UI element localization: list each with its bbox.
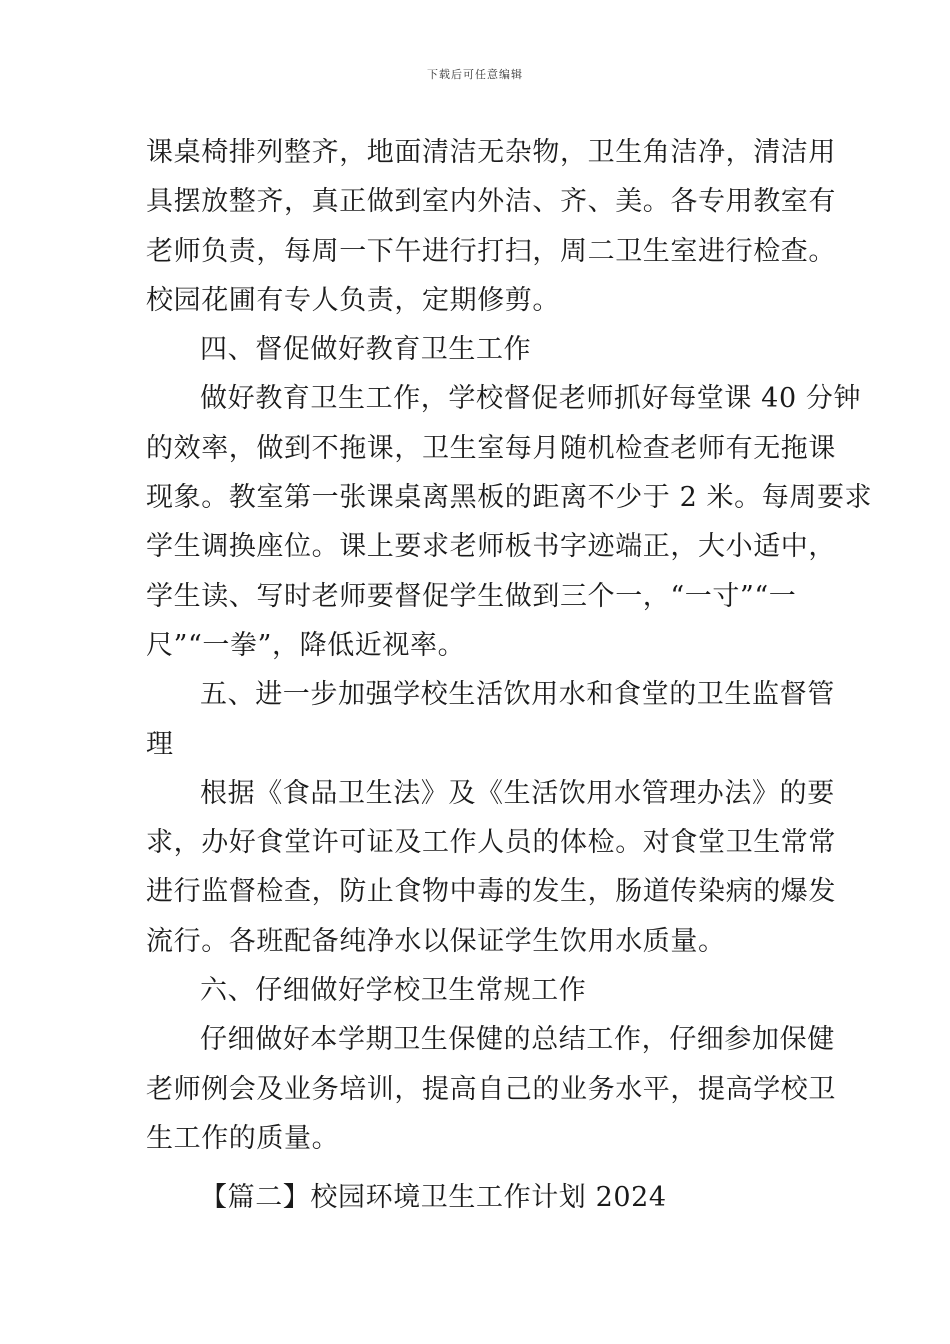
body-line: 仔细做好本学期卫生保健的总结工作，仔细参加保健 xyxy=(200,1024,835,1056)
body-line: 课桌椅排列整齐，地面清洁无杂物，卫生角洁净，清洁用 xyxy=(146,137,836,168)
body-line: 老师负责，每周一下午进行打扫，周二卫生室进行检查。 xyxy=(146,235,836,267)
body-line: 流行。各班配备纯净水以保证学生饮用水质量。 xyxy=(146,925,726,957)
part-title: 【篇二】校园环境卫生工作计划 2024 xyxy=(200,1182,667,1214)
body-line: 具摆放整齐，真正做到室内外洁、齐、美。各专用教室有 xyxy=(146,186,836,218)
body-line: 进行监督检查，防止食物中毒的发生，肠道传染病的爆发 xyxy=(146,876,836,908)
section-heading-continued: 理 xyxy=(146,728,174,760)
body-line: 学生读、写时老师要督促学生做到三个一，“一寸”“一 xyxy=(146,580,797,612)
body-line: 的效率，做到不拖课，卫生室每月随机检查老师有无拖课 xyxy=(146,432,836,464)
page-header: 下载后可任意编辑 xyxy=(427,68,523,81)
body-line: 生工作的质量。 xyxy=(146,1122,340,1154)
body-line: 现象。教室第一张课桌离黑板的距离不少于 2 米。每周要求 xyxy=(146,482,873,514)
section-heading: 五、进一步加强学校生活饮用水和食堂的卫生监督管 xyxy=(200,679,835,711)
section-heading: 六、仔细做好学校卫生常规工作 xyxy=(200,975,587,1007)
body-line: 学生调换座位。课上要求老师板书字迹端正，大小适中， xyxy=(146,531,836,563)
body-line: 老师例会及业务培训，提高自己的业务水平，提高学校卫 xyxy=(146,1073,836,1105)
section-heading: 四、督促做好教育卫生工作 xyxy=(200,334,532,366)
body-line: 尺”“一拳”，降低近视率。 xyxy=(146,629,466,661)
body-line: 求，办好食堂许可证及工作人员的体检。对食堂卫生常常 xyxy=(146,827,836,859)
body-line: 校园花圃有专人负责，定期修剪。 xyxy=(146,284,560,316)
document-body xyxy=(146,128,873,1223)
body-line: 做好教育卫生工作，学校督促老师抓好每堂课 40 分钟 xyxy=(200,383,862,415)
body-line: 根据《食品卫生法》及《生活饮用水管理办法》的要 xyxy=(200,777,835,809)
